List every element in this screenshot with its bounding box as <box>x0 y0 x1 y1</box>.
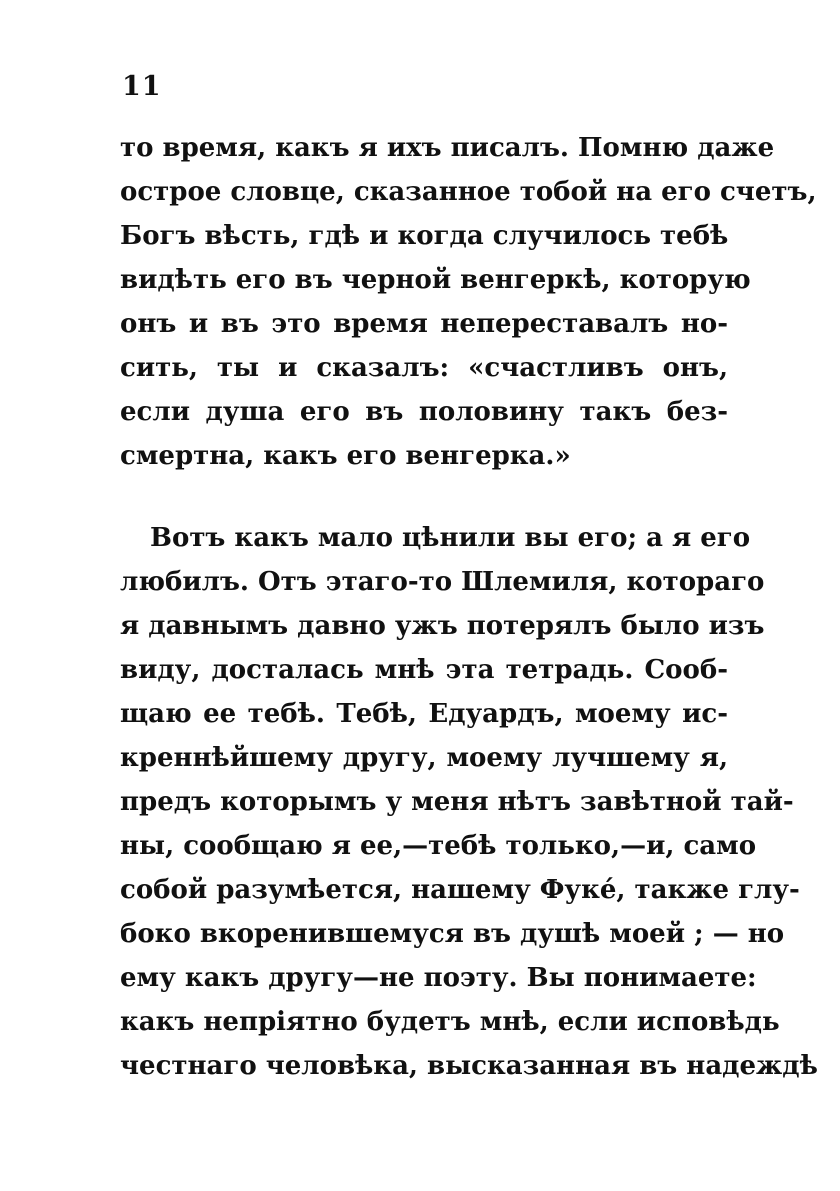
text-line: онъ и въ это время непереставалъ но- <box>120 309 728 339</box>
text-line: смертна, какъ его венгерка.» <box>120 441 571 471</box>
text-line: ны, сообщаю я ее,—тебѣ только,—и, само <box>120 831 757 861</box>
text-line: честнаго человѣка, высказанная въ надеждѣ <box>120 1051 818 1081</box>
text-line: боко вкоренившемуся въ душѣ моей ; — но <box>120 919 785 949</box>
text-line: какъ непріятно будетъ мнѣ, если исповѣдь <box>120 1007 780 1037</box>
text-line: виду, досталась мнѣ эта тетрадь. Сооб- <box>120 655 728 685</box>
text-line: сить, ты и сказалъ: «счастливъ онъ, <box>120 353 728 383</box>
text-line: креннѣйшему другу, моему лучшему я, <box>120 743 728 773</box>
text-line: видѣть его въ черной венгеркѣ, которую <box>120 265 751 295</box>
text-line: предъ которымъ у меня нѣтъ завѣтной тай- <box>120 787 794 817</box>
paragraph-continued <box>120 126 817 478</box>
text-line: то время, какъ я ихъ писалъ. Помню даже <box>120 133 775 163</box>
page-number: 11 <box>122 71 162 102</box>
text-line: Вотъ какъ мало цѣнили вы его; а я его <box>150 523 751 553</box>
text-line: я давнымъ давно ужъ потерялъ было изъ <box>120 611 765 641</box>
text-line: если душа его въ половину такъ без- <box>120 397 728 427</box>
text-line: щаю ее тебѣ. Тебѣ, Едуардъ, моему ис- <box>120 699 728 729</box>
text-line: Богъ вѣсть, гдѣ и когда случилось тебѣ <box>120 221 729 251</box>
text-line: любилъ. Отъ этаго-то Шлемиля, котораго <box>120 567 765 597</box>
text-line: острое словце, сказанное тобой на его счетъ, <box>120 177 817 207</box>
text-line: ему какъ другу—не поэту. Вы понимаете: <box>120 963 757 993</box>
paragraph <box>120 516 818 1088</box>
text-line: собой разумѣется, нашему Фуке́, также глу- <box>120 875 800 905</box>
